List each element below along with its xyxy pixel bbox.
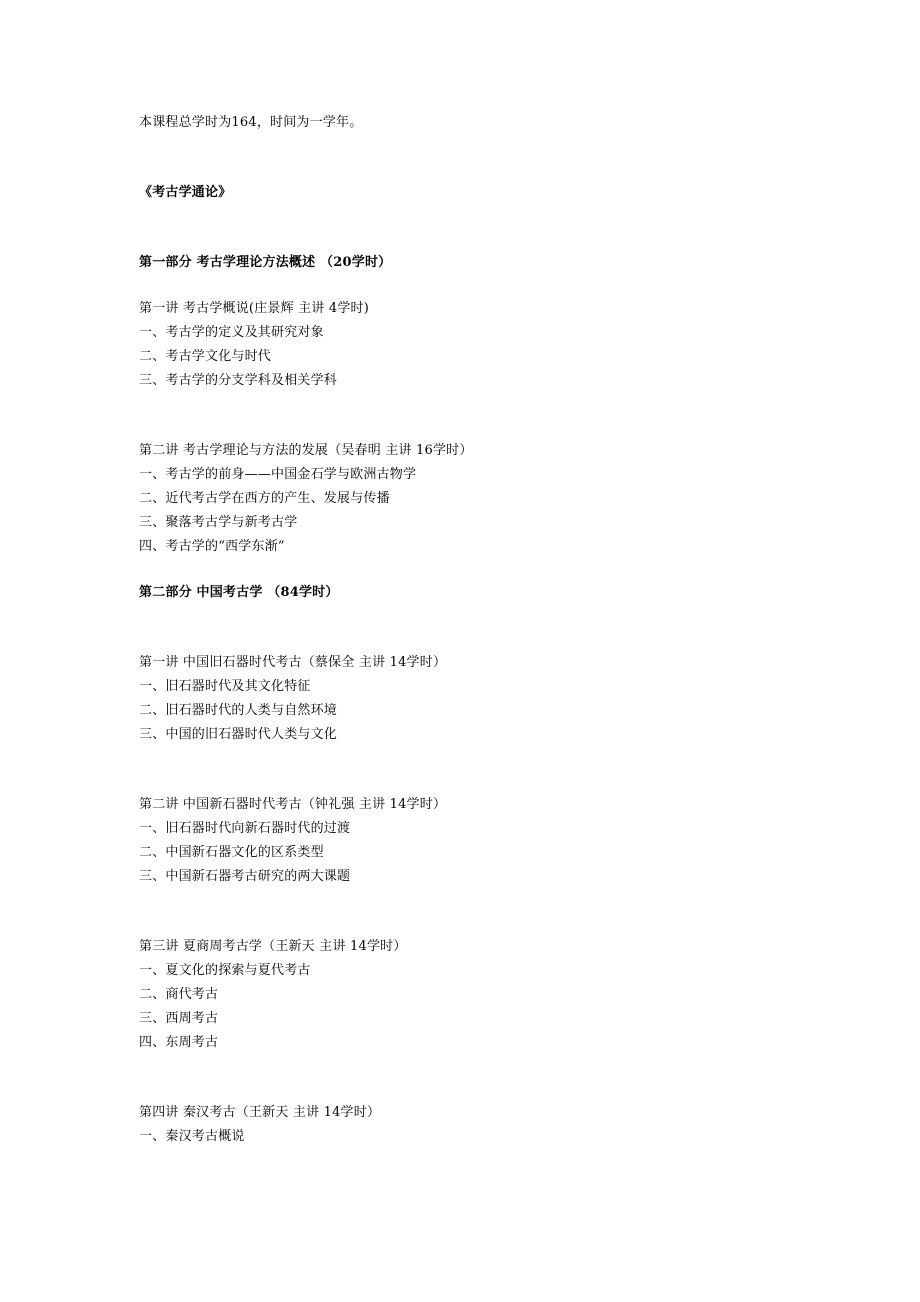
lecture-item: 二、近代考古学在西方的产生、发展与传播 [139,491,390,506]
lecture-title: 第二讲 中国新石器时代考古（钟礼强 主讲 14学时） [139,797,447,812]
lecture-item: 一、考古学的定义及其研究对象 [139,325,324,340]
lecture-item: 三、考古学的分支学科及相关学科 [139,373,338,388]
intro-text: 本课程总学时为164，时间为一学年。 [139,115,363,130]
course-title: 《考古学通论》 [139,185,232,200]
lecture-item: 三、中国的旧石器时代人类与文化 [139,727,338,742]
part2-heading: 第二部分 中国考古学 （84学时） [139,585,339,600]
lecture-item: 一、旧石器时代及其文化特征 [139,679,311,694]
lecture-item: 一、考古学的前身——中国金石学与欧洲古物学 [139,467,417,482]
lecture-item: 三、西周考古 [139,1011,219,1026]
lecture-title: 第二讲 考古学理论与方法的发展（吴春明 主讲 16学时） [139,443,473,458]
lecture-item: 二、商代考古 [139,987,219,1002]
lecture-item: 一、旧石器时代向新石器时代的过渡 [139,821,351,836]
lecture-title: 第四讲 秦汉考古（王新天 主讲 14学时） [139,1105,381,1120]
lecture-item: 一、夏文化的探索与夏代考古 [139,963,311,978]
lecture-item: 一、秦汉考古概说 [139,1129,245,1144]
lecture-item: 四、考古学的“西学东渐” [139,539,285,554]
lecture-item: 四、东周考古 [139,1035,219,1050]
lecture-title: 第三讲 夏商周考古学（王新天 主讲 14学时） [139,939,407,954]
lecture-title: 第一讲 中国旧石器时代考古（蔡保全 主讲 14学时） [139,655,447,670]
lecture-item: 二、中国新石器文化的区系类型 [139,845,324,860]
lecture-item: 二、考古学文化与时代 [139,349,272,364]
lecture-item: 三、聚落考古学与新考古学 [139,515,298,530]
lecture-title: 第一讲 考古学概说(庄景辉 主讲 4学时) [139,301,370,316]
part1-heading: 第一部分 考古学理论方法概述 （20学时） [139,255,392,270]
lecture-item: 三、中国新石器考古研究的两大课题 [139,869,351,884]
lecture-item: 二、旧石器时代的人类与自然环境 [139,703,338,718]
